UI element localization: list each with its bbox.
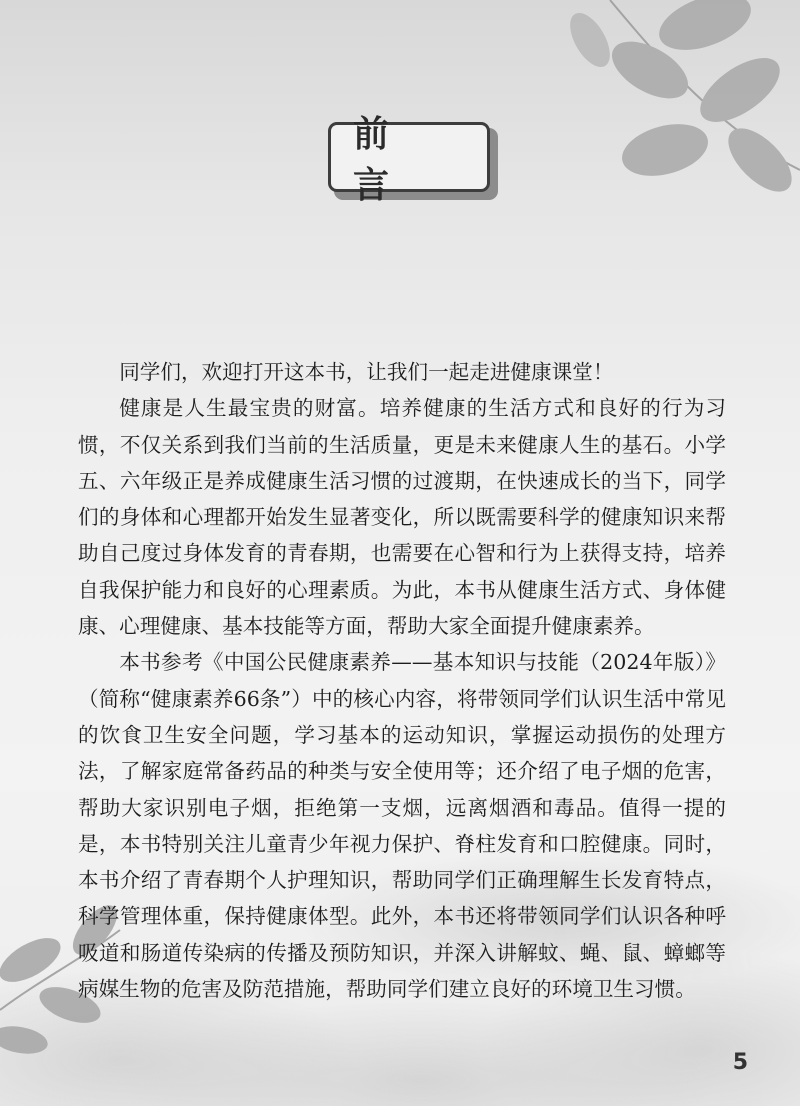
title-box [328, 114, 490, 206]
preface-body [78, 354, 726, 1007]
paragraph-greeting: 同学们，欢迎打开这本书，让我们一起走进健康课堂！ [119, 360, 614, 384]
page-number: 5 [732, 1050, 748, 1075]
page-title: 前 言 [353, 114, 412, 206]
title-badge [328, 114, 496, 206]
paragraph-book-contents: 本书参考《中国公民健康素养——基本知识与技能（2024年版）》（简称“健康素养66条”）中的核心内容，将带领同学们认识生活中常见的饮食卫生安全问题，学习基本的运动知识，掌握运动损伤的处理方法，了解家庭常备药品的种类与安全使用等；还介绍了电子烟的危害，帮助大家识别电子烟，拒绝第一支烟，远离烟酒和毒品。值得一提的是，本书特别关注儿童青少年视力保护、脊柱发育和口腔健康。同时，本书介绍了青春期个人护理知识，帮助同学们正确理解生长发育特点，科学管理体重，保持健康体型。此外，本书还将带领同学们认识各种呼吸道和肠道传染病的传播及预防知识，并深入讲解蚊、蝇、鼠、蟑螂等病媒生物的危害及防范措施，帮助同学们建立良好的环境卫生习惯。 [78, 650, 726, 1002]
paragraph-health-value: 健康是人生最宝贵的财富。培养健康的生活方式和良好的行为习惯，不仅关系到我们当前的生活质量，更是未来健康人生的基石。小学五、六年级正是养成健康生活习惯的过渡期，在快速成长的当下，同学们的身体和心理都开始发生显著变化，所以既需要科学的健康知识来帮助自己度过身体发育的青春期，也需要在心智和行为上获得支持，培养自我保护能力和良好的心理素质。为此，本书从健康生活方式、身体健康、心理健康、基本技能等方面，帮助大家全面提升健康素养。 [78, 396, 726, 639]
leaf-branch-top-right [562, 0, 800, 202]
